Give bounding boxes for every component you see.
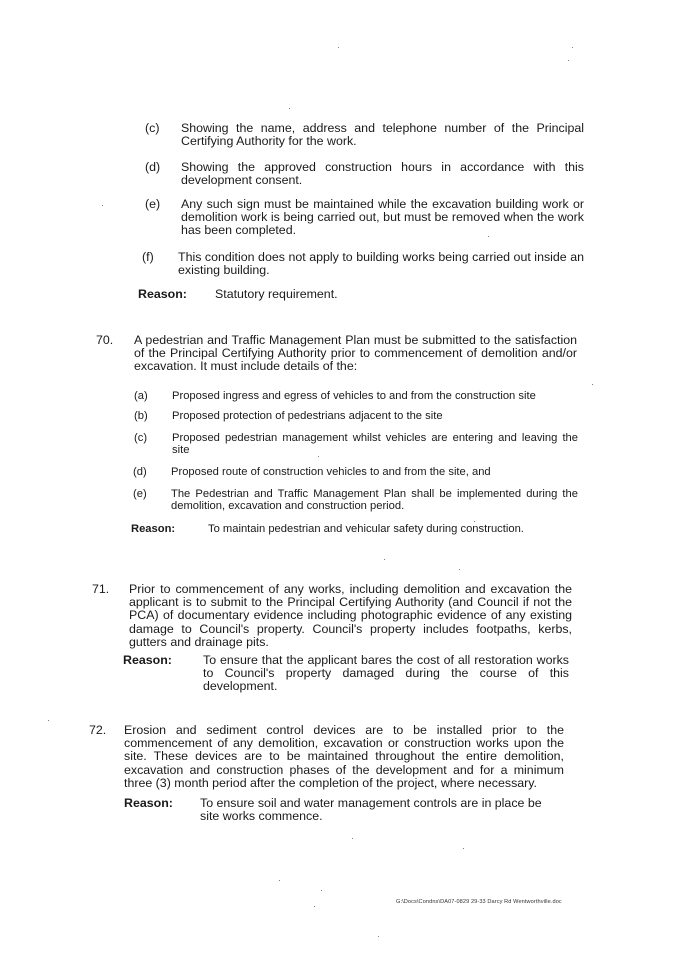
reason-text: To ensure soil and water management controls are in place be site works commence. [200,796,542,824]
condition-number: 70. [96,333,114,347]
reason-row [131,523,571,537]
reason-text: To maintain pedestrian and vehicular safety during construction. [208,523,524,535]
condition-number: 72. [89,723,107,737]
list-item [145,161,585,189]
list-item [133,488,579,514]
scan-speck [568,60,569,61]
item-label: (f) [142,250,154,264]
condition-72 [89,724,569,802]
item-text: The Pedestrian and Traffic Management Plan shall be implemented during the demolition, excavation and construction period. [171,488,578,513]
list-item [133,466,579,480]
item-text: Proposed route of construction vehicles to and from the site, and [171,466,491,478]
scan-speck [102,205,103,206]
item-label: (d) [145,160,161,174]
list-item [145,122,585,150]
item-text: Any such sign must be maintained while the excavation building work or demolition work is being carried out, but must be removed when the work has been completed. [181,197,584,238]
item-text: Proposed protection of pedestrians adjacent to the site [172,410,443,422]
reason-row [124,797,564,825]
scan-speck [279,880,280,881]
list-item [142,251,585,279]
condition-number: 71. [92,582,110,596]
condition-text: A pedestrian and Traffic Management Plan must be submitted to the satisfaction of the Principal Certifying Authority prior to commencement of demolition and/or excavation. It must include details of the: [134,333,577,374]
reason-row [123,654,571,696]
item-text: This condition does not apply to building works being carried out inside an existing building. [178,250,584,278]
scan-speck [378,936,379,937]
scan-speck [289,108,290,109]
item-label: (d) [133,466,147,478]
list-item [134,390,579,404]
scan-speck [314,906,315,907]
item-text: Showing the approved construction hours in accordance with this development consent. [181,160,584,188]
reason-label: Reason: [124,796,173,810]
condition-text: Prior to commencement of any works, including demolition and excavation the applicant is to submit to the Principal Certifying Authority (and Council if not the PCA) of documentary evidence including photographic evidence of any existing damage to Council's property. Council's property includes footpaths, kerbs, gutters and drainage pits. [129,582,572,649]
item-text: Proposed ingress and egress of vehicles to and from the construction site [172,390,536,402]
scan-speck [48,720,49,721]
item-label: (a) [134,390,148,402]
list-item [134,410,579,424]
scan-speck [463,848,464,849]
scan-speck [352,838,353,839]
scan-speck [592,384,593,385]
item-label: (e) [133,488,147,500]
item-label: (c) [145,121,160,135]
scan-speck [321,890,322,891]
item-label: (e) [145,197,161,211]
list-item [145,198,585,240]
condition-70 [96,334,578,376]
footer-file-path: G:\Docs\Condns\DA07-0829 29-33 Darcy Rd Wentworthville.doc [396,899,562,905]
item-text: Proposed pedestrian management whilst vehicles are entering and leaving the site [172,432,578,457]
reason-label: Reason: [123,653,172,667]
condition-71 [92,583,574,651]
item-label: (c) [134,432,148,444]
item-label: (b) [134,410,148,422]
scan-speck [384,559,385,560]
reason-row [138,288,578,302]
scan-speck [459,569,460,570]
reason-text: Statutory requirement. [215,287,338,301]
condition-text: Erosion and sediment control devices are to be installed prior to the commencement of any demolition, excavation or construction works upon the site. These devices are to be maintained throughout the entire demolition, excavation and construction phases of the development and for a minimum three (3) month period after the completion of the project, where necessary. [124,723,564,790]
reason-label: Reason: [138,287,187,301]
list-item [134,432,579,458]
scan-speck [338,47,339,48]
reason-label: Reason: [131,523,176,535]
reason-text: To ensure that the applicant bares the cost of all restoration works to Council's property damaged during the course of this development. [203,653,569,694]
scan-speck [572,47,573,48]
item-text: Showing the name, address and telephone number of the Principal Certifying Authority for the work. [181,121,584,149]
